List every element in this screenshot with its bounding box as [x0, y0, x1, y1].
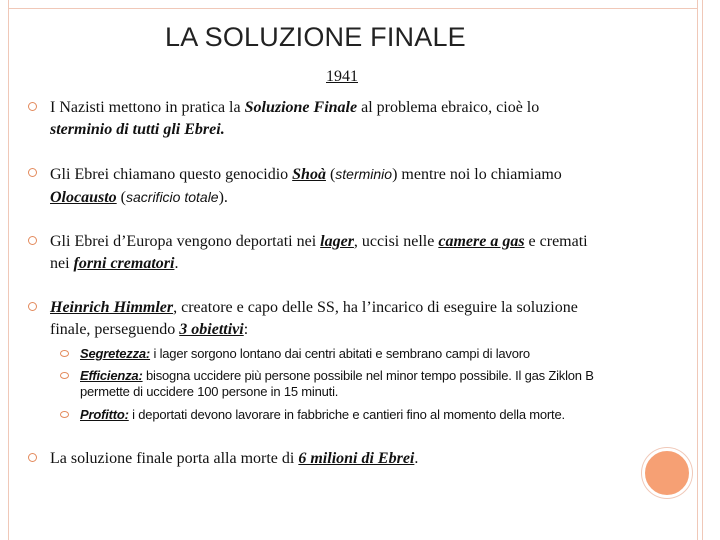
sub-bullet-icon: [60, 350, 69, 357]
text-run: .: [414, 450, 419, 467]
slide-border-top: [8, 8, 698, 9]
slide-border-left: [8, 0, 9, 540]
sub-list-item-text: [80, 407, 660, 423]
text-run: :: [243, 321, 249, 338]
list-item-text: [50, 448, 650, 470]
text-run: ) mentre noi lo chiamiamo: [392, 166, 562, 183]
text-emphasis: 3 obiettivi: [179, 321, 244, 338]
slide-year: 1941: [326, 68, 358, 85]
slide-border-right-outer: [702, 0, 703, 540]
text-emphasis: 6 milioni di Ebrei: [298, 450, 415, 467]
text-run: i deportati devono lavorare in fabbriche e cantieri fino al momento della morte.: [128, 407, 565, 422]
sub-list-item-text: [80, 346, 660, 362]
text-run: bisogna uccidere più persone possibile nel minor tempo possibile. Il gas Ziklon B: [142, 368, 594, 383]
list-item-text: [50, 163, 650, 209]
text-run: I Nazisti mettono in pratica la: [50, 99, 245, 116]
text-emphasis: Soluzione Finale: [244, 99, 358, 116]
text-run: Gli Ebrei d’Europa vengono deportati nei: [50, 233, 321, 250]
text-emphasis: Shoà: [292, 166, 326, 183]
sub-list-item-text: [80, 368, 660, 400]
bullet-icon: [28, 102, 37, 111]
list-item-text: [50, 297, 650, 341]
text-run: ).: [218, 189, 228, 206]
text-emphasis: forni crematori: [73, 255, 175, 272]
list-item-text: [50, 231, 650, 275]
text-emphasis: lager: [320, 233, 354, 250]
sub-bullet-icon: [60, 372, 69, 379]
text-italic: sterminio: [335, 166, 393, 182]
text-run: permette di uccidere 100 persone in 15 minuti.: [80, 384, 339, 399]
bullet-icon: [28, 236, 37, 245]
text-run: i lager sorgono lontano dai centri abitati e sembrano campi di lavoro: [150, 346, 530, 361]
text-run: finale, perseguendo: [50, 321, 180, 338]
slide-border-right-inner: [697, 0, 698, 540]
text-emphasis: Heinrich Himmler: [50, 299, 174, 316]
bullet-icon: [28, 168, 37, 177]
text-run: nei: [50, 255, 74, 272]
sub-item-label: Segretezza:: [80, 346, 151, 361]
list-item-text: [50, 97, 650, 141]
text-run: (: [325, 166, 336, 183]
text-run: , uccisi nelle: [353, 233, 439, 250]
text-run: Gli Ebrei chiamano questo genocidio: [50, 166, 293, 183]
text-run: , creatore e capo delle SS, ha l’incarico di eseguire la soluzione: [173, 299, 578, 316]
sub-bullet-icon: [60, 411, 69, 418]
text-run: al problema ebraico, cioè lo: [357, 99, 540, 116]
text-run: (: [116, 189, 126, 206]
sub-item-label: Profitto:: [80, 407, 129, 422]
text-emphasis: Olocausto: [50, 189, 117, 206]
text-emphasis: sterminio di tutti gli Ebrei.: [50, 121, 225, 138]
bullet-icon: [28, 453, 37, 462]
text-italic: sacrificio totale: [126, 189, 219, 205]
bullet-icon: [28, 302, 37, 311]
sub-item-label: Efficienza:: [80, 368, 143, 383]
text-emphasis: camere a gas: [438, 233, 525, 250]
text-run: .: [174, 255, 179, 272]
text-run: La soluzione finale porta alla morte di: [50, 450, 299, 467]
text-run: e cremati: [524, 233, 588, 250]
slide-title: LA SOLUZIONE FINALE: [165, 22, 466, 52]
